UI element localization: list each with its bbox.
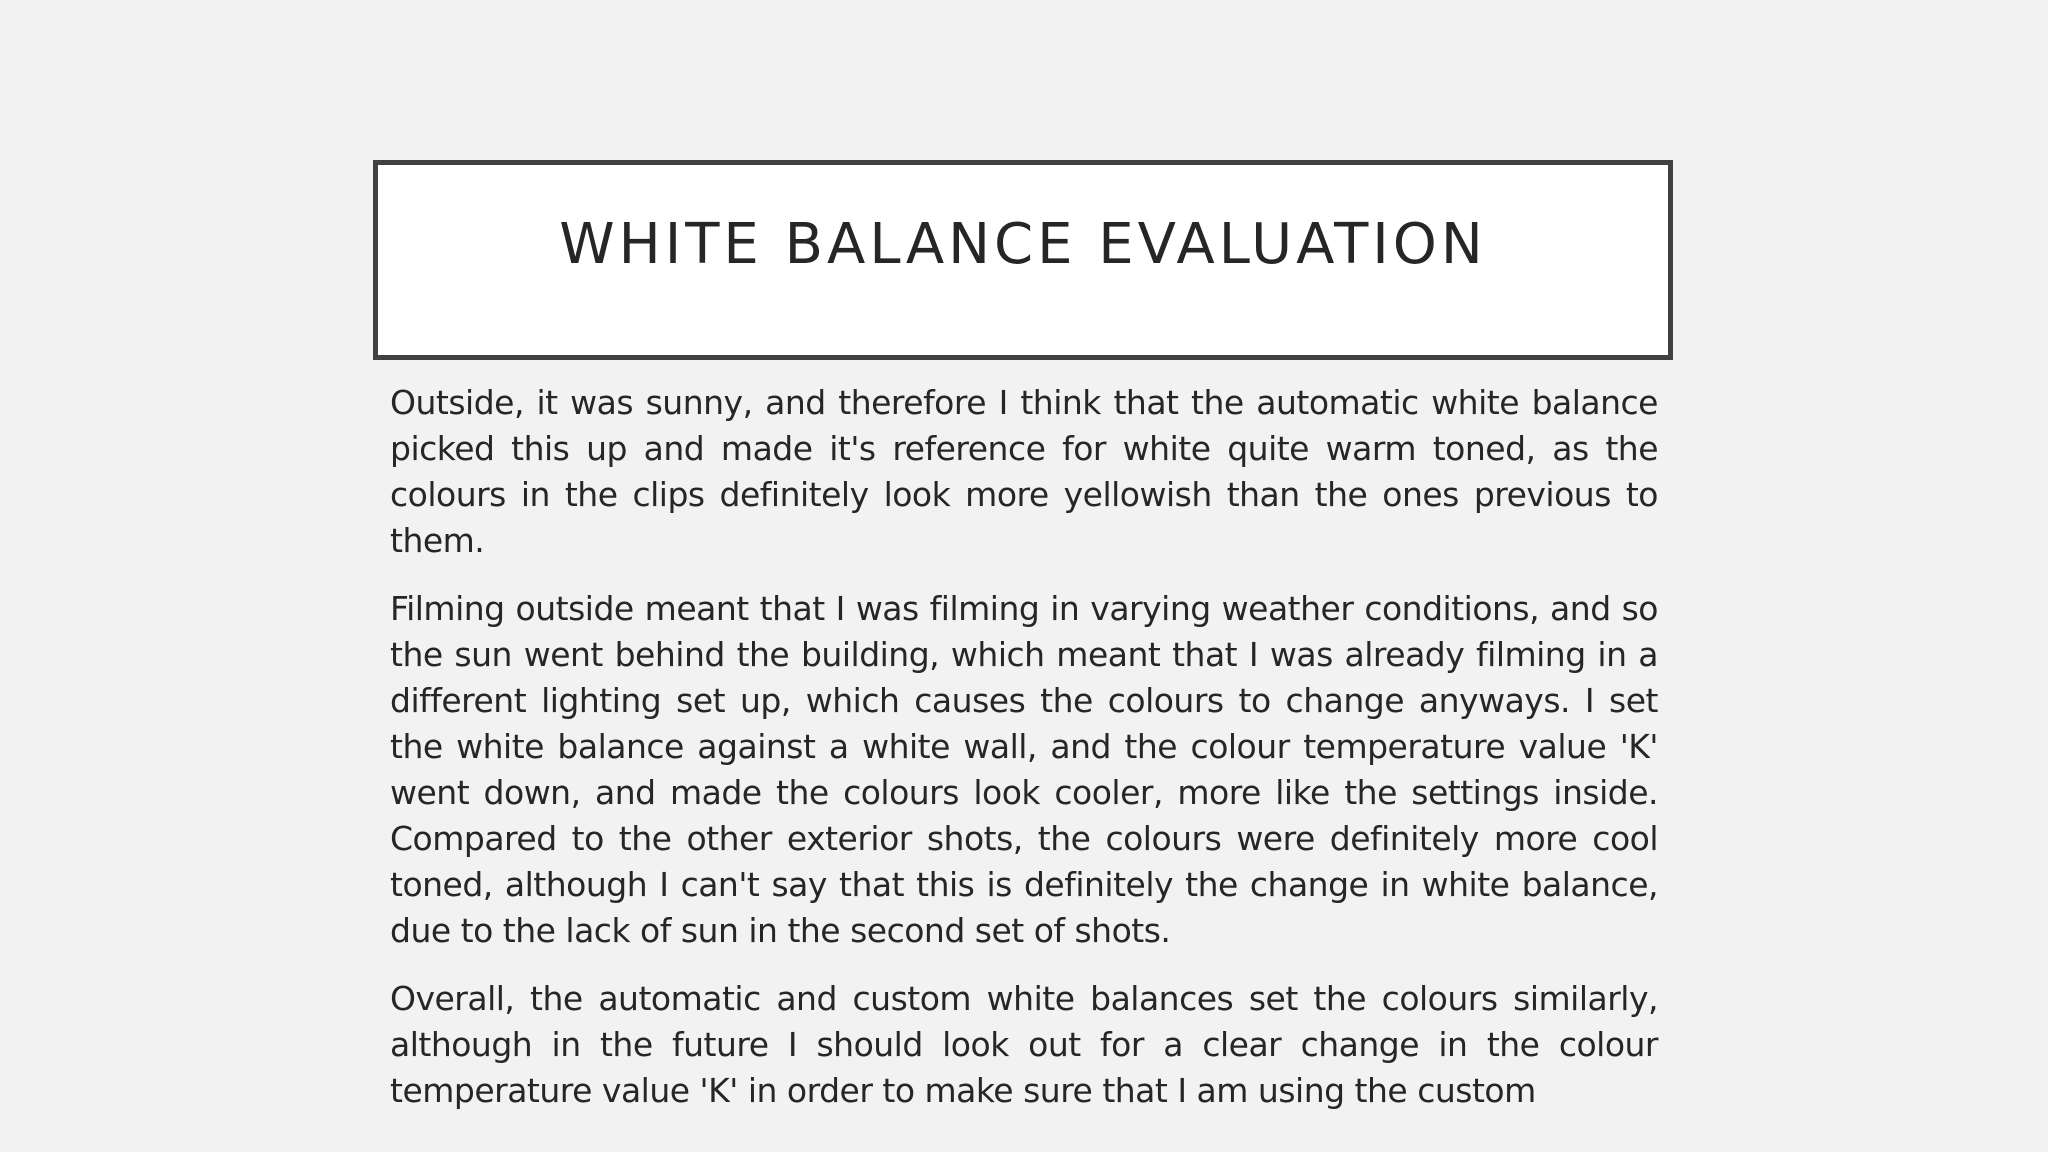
slide-title: WHITE BALANCE EVALUATION bbox=[559, 212, 1487, 277]
paragraph-2: Filming outside meant that I was filming in varying weather conditions, and so the sun went behind the building, which meant that I was already filming in a different lighting set up, which causes the colours to change anyways. I set the white balance against a white wall, and the colour temperature value 'K' went down, and made the colours look cooler, more like the settings inside. Compared to the other exterior shots, the colours were definitely more cool toned, although I can't say that this is definitely the change in white balance, due to the lack of sun in the second set of shots. bbox=[390, 589, 1658, 950]
slide-body bbox=[390, 380, 1658, 1136]
paragraph-3: Overall, the automatic and custom white balances set the colours similarly, although in the future I should look out for a clear change in the colour temperature value 'K' in order to make sure that I am using the custom bbox=[390, 979, 1658, 1110]
title-box bbox=[373, 160, 1673, 360]
paragraph-1: Outside, it was sunny, and therefore I think that the automatic white balance picked this up and made it's reference for white quite warm toned, as the colours in the clips definitely look more yellowish than the ones previous to them. bbox=[390, 383, 1658, 560]
